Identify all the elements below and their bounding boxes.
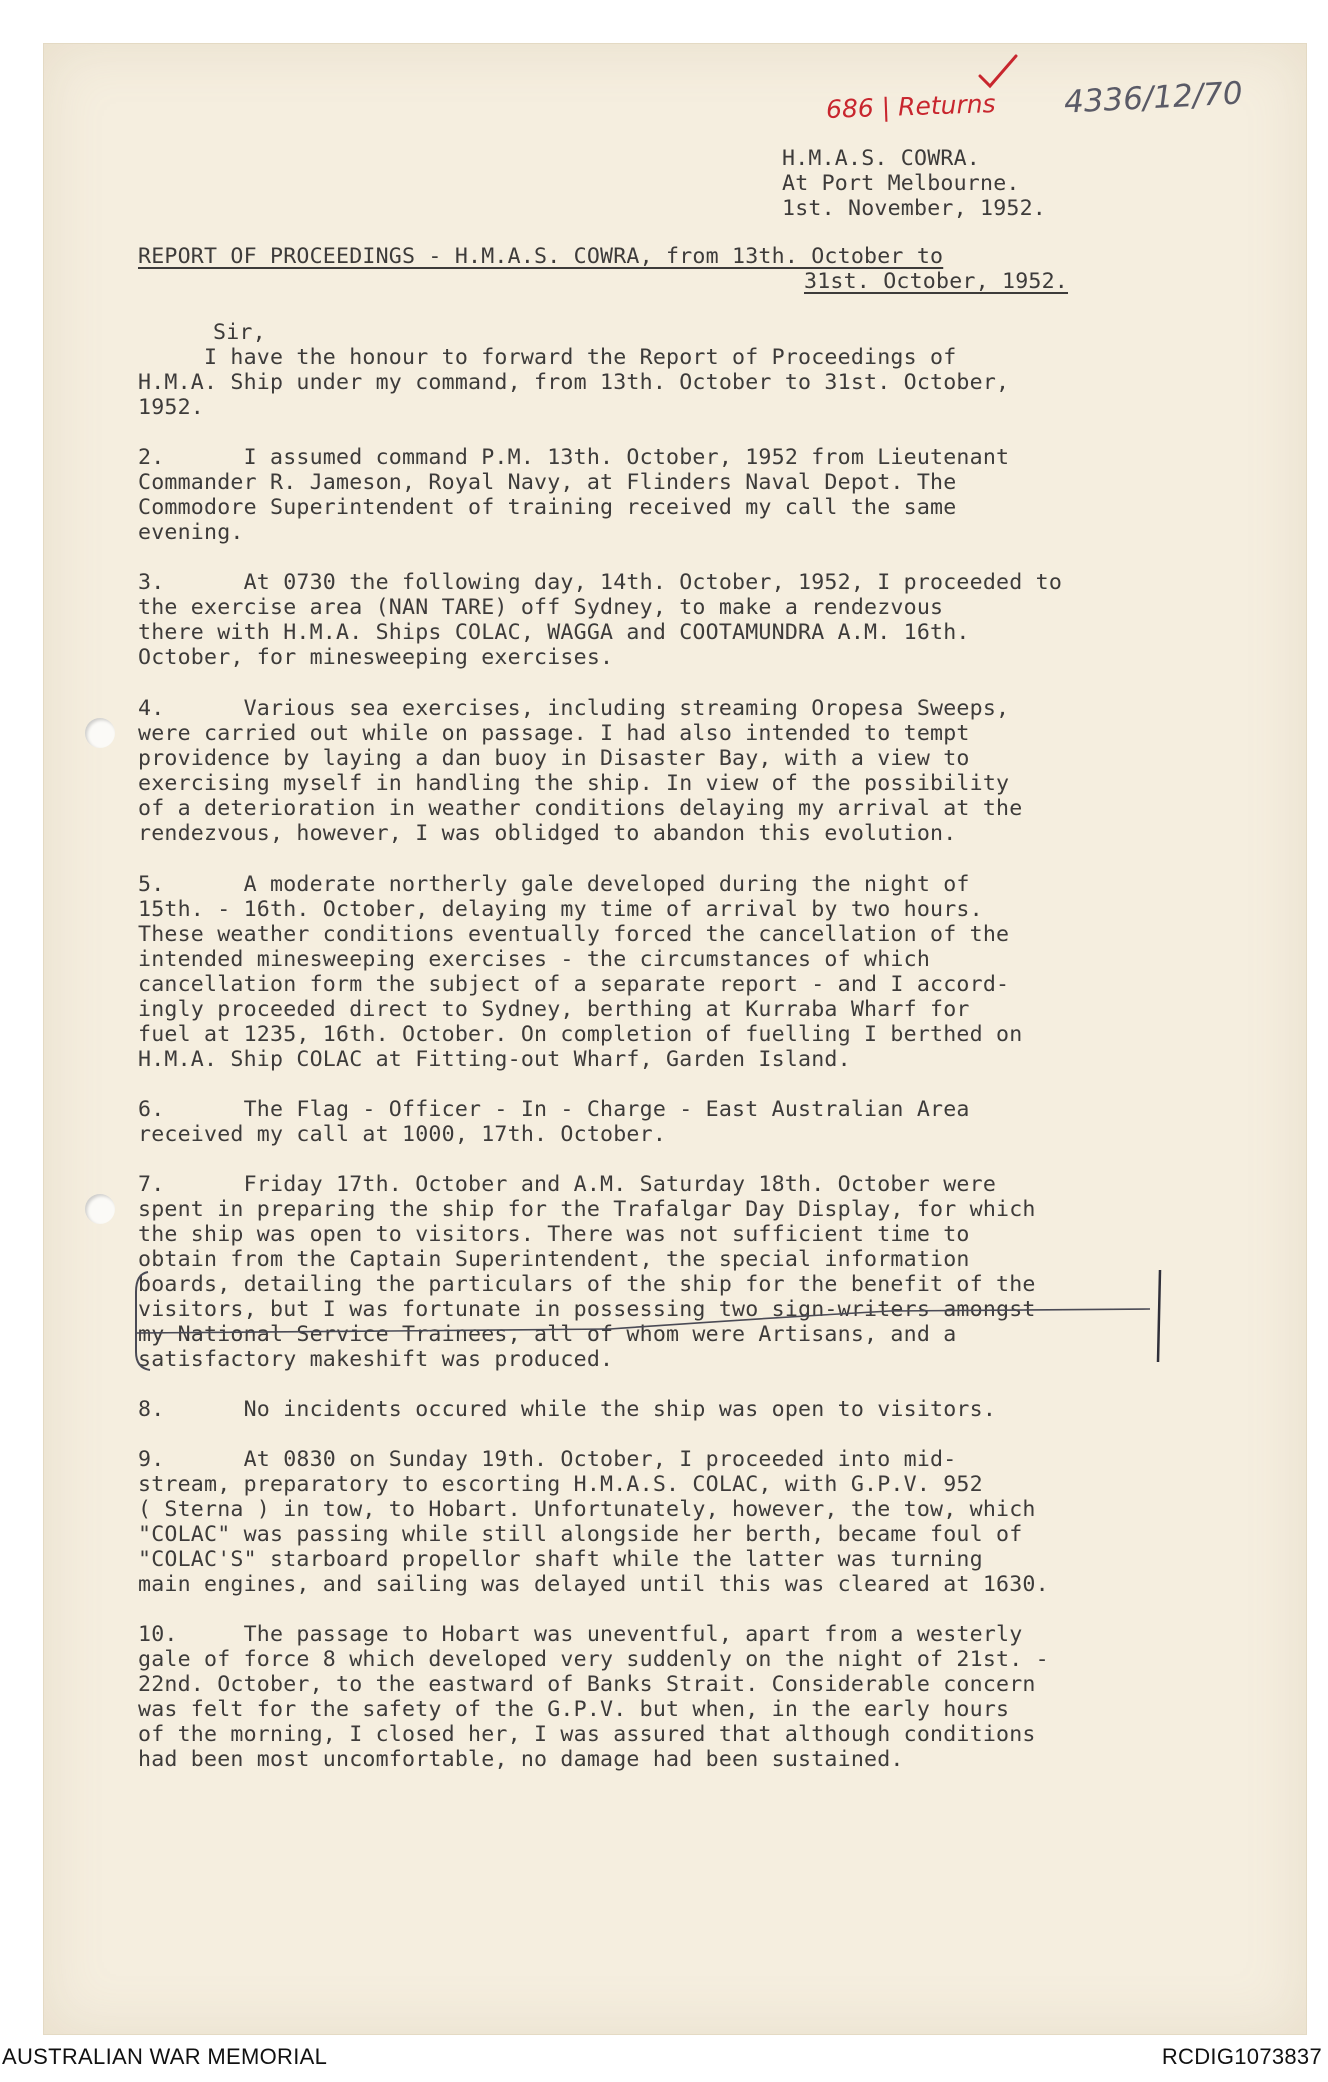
paragraph-6 [138, 1097, 1188, 1147]
paragraph-line: evening. [138, 520, 244, 545]
paragraph-line: 5. A moderate northerly gale developed during the night of [138, 872, 970, 897]
paragraph-2 [138, 445, 1188, 545]
paragraph-9 [138, 1447, 1188, 1597]
paragraph-line: 22nd. October, to the eastward of Banks Strait. Considerable concern [138, 1672, 1036, 1697]
paragraph-line: 4. Various sea exercises, including streaming Oropesa Sweeps, [138, 696, 1010, 721]
paragraph-line: Commander R. Jameson, Royal Navy, at Flinders Naval Depot. The [138, 470, 957, 495]
paragraph-line: 1952. [138, 395, 205, 420]
paragraph-line: 15th. - 16th. October, delaying my time of arrival by two hours. [138, 897, 983, 922]
paragraph-4 [138, 696, 1188, 846]
footer-archive-name: AUSTRALIAN WAR MEMORIAL [2, 2044, 328, 2069]
paragraph-line: the ship was open to visitors. There was not sufficient time to [138, 1222, 970, 1247]
paragraph-line: visitors, but I was fortunate in possessing two sign-writers amongst [138, 1297, 1036, 1322]
paragraph-line: exercising myself in handling the ship. In view of the possibility [138, 771, 1010, 796]
report-title-line-1: REPORT OF PROCEEDINGS - H.M.A.S. COWRA, from 13th. October to [138, 244, 944, 269]
paragraph-line: had been most uncomfortable, no damage had been sustained. [138, 1747, 904, 1772]
handwritten-reference: 686 | Returns [825, 89, 997, 124]
paragraph-line: of the morning, I closed her, I was assured that although conditions [138, 1722, 1036, 1747]
paragraph-line: rendezvous, however, I was oblidged to abandon this evolution. [138, 821, 957, 846]
paragraph-line: satisfactory makeshift was produced. [138, 1347, 614, 1372]
paragraph-line: ( Sterna ) in tow, to Hobart. Unfortunately, however, the tow, which [138, 1497, 1036, 1522]
paragraph-line: providence by laying a dan buoy in Disaster Bay, with a view to [138, 746, 970, 771]
paragraph-line: were carried out while on passage. I had also intended to tempt [138, 721, 970, 746]
salutation: Sir, [213, 320, 266, 345]
paragraph-line: received my call at 1000, 17th. October. [138, 1122, 667, 1147]
paragraph-line: I have the honour to forward the Report of Proceedings of [138, 345, 957, 370]
paragraph-line: stream, preparatory to escorting H.M.A.S. COLAC, with G.P.V. 952 [138, 1472, 983, 1497]
paragraph-line: 3. At 0730 the following day, 14th. October, 1952, I proceeded to [138, 570, 1063, 595]
paragraph-line: 6. The Flag - Officer - In - Charge - East Australian Area [138, 1097, 970, 1122]
handwritten-margin-line [1150, 1266, 1170, 1366]
paragraph-7 [138, 1172, 1188, 1372]
paragraph-line: H.M.A. Ship COLAC at Fitting-out Wharf, Garden Island. [138, 1047, 851, 1072]
paragraph-line: obtain from the Captain Superintendent, the special information [138, 1247, 970, 1272]
header-date: 1st. November, 1952. [782, 196, 1047, 221]
paragraph-line: boards, detailing the particulars of the ship for the benefit of the [138, 1272, 1036, 1297]
report-title-line-2: 31st. October, 1952. [804, 269, 1069, 294]
paragraph-line: "COLAC'S" starboard propellor shaft while the latter was turning [138, 1547, 983, 1572]
paragraph-line: my National Service Trainees, all of whom were Artisans, and a [138, 1322, 957, 1347]
paragraph-5 [138, 872, 1188, 1072]
paragraph-line: the exercise area (NAN TARE) off Sydney, to make a rendezvous [138, 595, 944, 620]
paragraph-3 [138, 570, 1188, 670]
paragraph-1 [138, 345, 1188, 420]
handwritten-file-number: 4336/12/70 [1063, 75, 1244, 121]
paragraph-line: gale of force 8 which developed very suddenly on the night of 21st. - [138, 1647, 1049, 1672]
paragraph-line: "COLAC" was passing while still alongside her berth, became foul of [138, 1522, 1023, 1547]
paragraph-line: was felt for the safety of the G.P.V. but when, in the early hours [138, 1697, 1010, 1722]
header-location: At Port Melbourne. [782, 171, 1020, 196]
paragraph-line: 7. Friday 17th. October and A.M. Saturday 18th. October were [138, 1172, 997, 1197]
paragraph-line: H.M.A. Ship under my command, from 13th. October to 31st. October, [138, 370, 1010, 395]
header-ship: H.M.A.S. COWRA. [782, 146, 981, 171]
paragraph-line: of a deterioration in weather conditions delaying my arrival at the [138, 796, 1023, 821]
paragraph-line: October, for minesweeping exercises. [138, 645, 614, 670]
paragraph-line: ingly proceeded direct to Sydney, berthing at Kurraba Wharf for [138, 997, 970, 1022]
paragraph-line: fuel at 1235, 16th. October. On completion of fuelling I berthed on [138, 1022, 1023, 1047]
punch-hole-bottom [85, 1194, 115, 1224]
paragraph-line: Commodore Superintendent of training received my call the same [138, 495, 957, 520]
paragraph-10 [138, 1622, 1188, 1772]
paragraph-line: main engines, and sailing was delayed until this was cleared at 1630. [138, 1572, 1049, 1597]
paragraph-line: cancellation form the subject of a separate report - and I accord- [138, 972, 1010, 997]
paragraph-line: 10. The passage to Hobart was uneventful, apart from a westerly [138, 1622, 1023, 1647]
paragraph-line: intended minesweeping exercises - the circumstances of which [138, 947, 931, 972]
paragraph-8 [138, 1397, 1188, 1422]
paragraph-line: there with H.M.A. Ships COLAC, WAGGA and COOTAMUNDRA A.M. 16th. [138, 620, 970, 645]
paragraph-line: 8. No incidents occured while the ship was open to visitors. [138, 1397, 997, 1422]
punch-hole-top [85, 718, 115, 748]
tick-mark-icon [976, 52, 1020, 92]
handwritten-underline-mark [130, 1307, 1160, 1337]
paragraph-line: 9. At 0830 on Sunday 19th. October, I proceeded into mid- [138, 1447, 957, 1472]
paragraph-line: spent in preparing the ship for the Trafalgar Day Display, for which [138, 1197, 1036, 1222]
paragraph-line: These weather conditions eventually forced the cancellation of the [138, 922, 1010, 947]
paragraph-line: 2. I assumed command P.M. 13th. October, 1952 from Lieutenant [138, 445, 1010, 470]
footer-record-id: RCDIG1073837 [1161, 2044, 1322, 2069]
